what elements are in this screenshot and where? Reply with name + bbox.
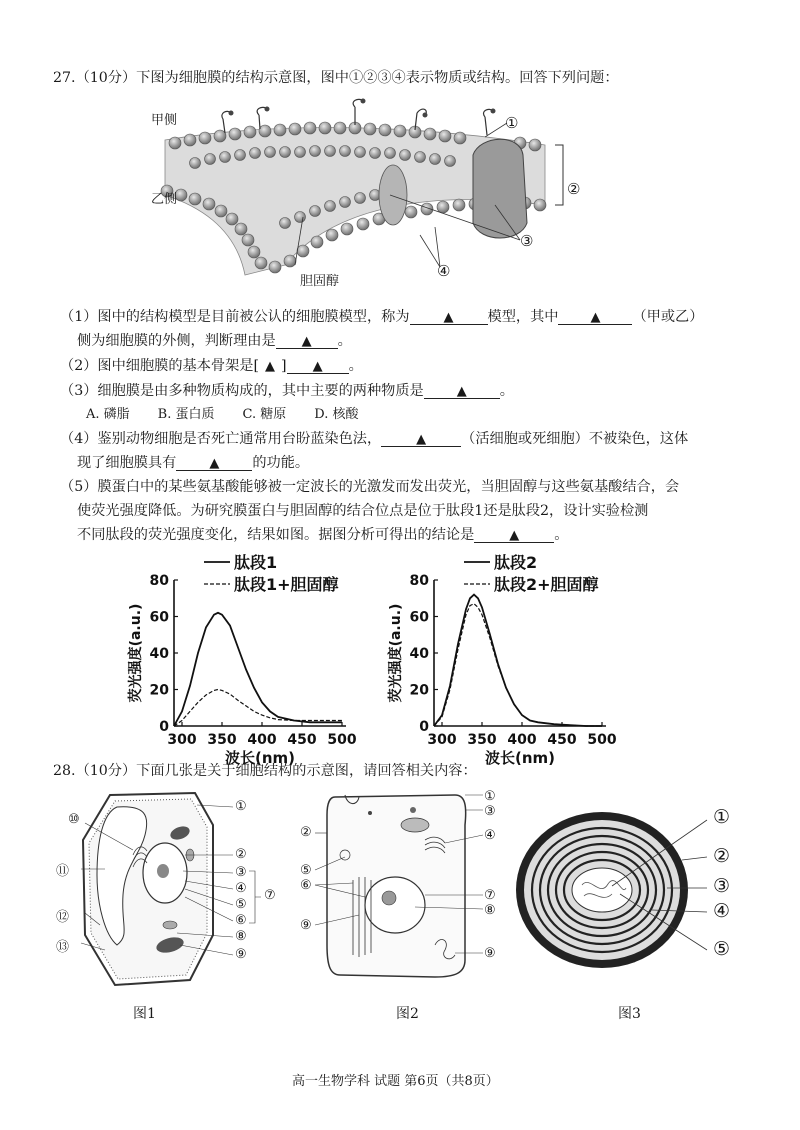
q27-5-line3: 不同肽段的荧光强度变化，结果如图。据图分析可得出的结论是 ▲ 。: [77, 527, 569, 543]
side-a-label: 甲侧: [151, 113, 178, 128]
fig1-label-9: ⑨: [235, 947, 247, 962]
legend-label-2: 肽段2+胆固醇: [494, 575, 599, 594]
q27-5-line2: 使荧光强度降低。为研究膜蛋白与胆固醇的结合位点是位于肽段1还是肽段2，设计实验检测: [77, 503, 649, 519]
y-tick-label: 40: [149, 646, 169, 662]
x-tick-label: 350: [467, 732, 497, 748]
q27-3: （3）细胞膜是由多种物质构成的，其中主要的两种物质是 ▲ 。: [60, 383, 514, 399]
q27-4-line2: 现了细胞膜具有 ▲ 的功能。: [77, 455, 310, 471]
q27-2: （2）图中细胞膜的基本骨架是[ ▲ ] ▲ 。: [60, 358, 363, 374]
y-axis-label: 荧光强度(a.u.): [388, 603, 404, 703]
fig2-label-2: ②: [300, 825, 312, 840]
x-tick-label: 500: [587, 732, 617, 748]
x-axis-label: 波长(nm): [484, 749, 556, 767]
option-c: C. 糖原: [242, 407, 287, 422]
transmembrane-protein: [473, 139, 527, 238]
mitochondrion: [401, 818, 429, 832]
nucleolus: [382, 891, 396, 905]
sugar-chains: [229, 99, 496, 118]
fig1-label-12: ⑫: [56, 910, 70, 925]
fig1-caption: 图1: [133, 1006, 156, 1022]
y-tick-label: 0: [419, 719, 429, 735]
y-tick-label: 60: [409, 609, 429, 626]
page-footer: 高一生物学科 试题 第6页（共8页）: [292, 1074, 499, 1089]
y-axis-label: 荧光强度(a.u.): [128, 603, 144, 703]
fig2-label-1: ①: [484, 789, 496, 804]
y-tick-label: 0: [159, 719, 169, 735]
membrane-label-1: ①: [505, 114, 519, 132]
fig2-label-3: ③: [484, 804, 496, 819]
fig3-organelle: [512, 800, 742, 980]
x-tick-label: 500: [327, 732, 357, 748]
fig1-label-7: ⑦: [264, 888, 276, 903]
legend-label-2: 肽段1+胆固醇: [234, 575, 339, 594]
fig3-label-2: ②: [713, 845, 731, 867]
fig1-label-6: ⑥: [235, 913, 247, 928]
x-tick-label: 450: [547, 732, 577, 748]
mitochondrion: [163, 921, 177, 929]
nucleolus: [157, 864, 169, 878]
fig2-label-4: ④: [484, 828, 496, 843]
y-tick-label: 20: [409, 682, 429, 699]
fig1-label-4: ④: [235, 881, 247, 896]
fig1-label-1: ①: [235, 799, 247, 814]
q27-stem: 27.（10分）下图为细胞膜的结构示意图，图中①②③④表示物质或结构。回答下列问题：: [53, 70, 619, 86]
membrane-label-2: ②: [567, 180, 581, 198]
fig2-label-9b: ⑨: [484, 946, 496, 961]
fig2-animal-cell: [315, 785, 505, 985]
membrane-label-3: ③: [520, 232, 534, 250]
q27-4-line1: （4）鉴别动物细胞是否死亡通常用台盼蓝染色法， ▲ （活细胞或死细胞）不被染色，这体: [60, 431, 689, 447]
q27-1-line1: （1）图中的结构模型是目前被公认的细胞膜模型，称为 ▲ 模型，其中 ▲ （甲或乙）: [60, 309, 704, 325]
ribosome: [368, 811, 372, 815]
fig2-label-5: ⑤: [300, 863, 312, 878]
fig1-label-2: ②: [235, 847, 247, 862]
fig2-label-7: ⑦: [484, 888, 496, 903]
fig1-label-11: ⑪: [56, 864, 70, 879]
nucleus: [365, 877, 425, 933]
legend-label-1: 肽段2: [494, 553, 538, 572]
y-tick-label: 80: [409, 573, 429, 589]
legend-label-1: 肽段1: [234, 553, 278, 572]
q27-1-line2: 侧为细胞膜的外侧，判断理由是 ▲ 。: [77, 333, 352, 349]
fig2-label-9: ⑨: [300, 918, 312, 933]
fig3-label-5: ⑤: [713, 938, 731, 960]
option-a: A. 磷脂: [86, 407, 130, 422]
option-d: D. 核酸: [314, 407, 359, 422]
fig3-label-4: ④: [713, 900, 731, 922]
protein-small: [379, 165, 407, 225]
option-b: B. 蛋白质: [157, 407, 215, 422]
x-tick-label: 400: [507, 732, 537, 748]
y-tick-label: 20: [149, 682, 169, 699]
x-tick-label: 400: [247, 732, 277, 748]
q28-stem: 28.（10分）下面几张是关于细胞结构的示意图，请回答相关内容：: [53, 763, 477, 779]
q27-5-line1: （5）膜蛋白中的某些氨基酸能够被一定波长的光激发而发出荧光，当胆固醇与这些氨基酸结合，会: [60, 479, 680, 495]
chart-peptide2: [378, 550, 628, 767]
membrane-label-4: ④: [437, 262, 451, 280]
series-line-1: [434, 595, 602, 726]
x-tick-label: 300: [427, 732, 457, 748]
lysosome: [410, 807, 416, 813]
fig3-label-1: ①: [713, 806, 731, 828]
y-tick-label: 80: [149, 573, 169, 589]
x-tick-label: 450: [287, 732, 317, 748]
series-line-1: [174, 613, 342, 726]
x-tick-label: 350: [207, 732, 237, 748]
x-axis-label: 波长(nm): [224, 749, 296, 767]
series-line-2: [434, 604, 602, 726]
fig1-label-13: ⑬: [56, 940, 70, 955]
fig2-label-6: ⑥: [300, 878, 312, 893]
cholesterol-label: 胆固醇: [300, 274, 340, 289]
fig1-label-3: ③: [235, 865, 247, 880]
q27-3-options: [86, 405, 386, 425]
fig1-label-8: ⑧: [235, 929, 247, 944]
membrane-figure: [135, 95, 605, 295]
fig1-label-10: ⑩: [68, 812, 80, 827]
fig2-caption: 图2: [396, 1006, 419, 1022]
stroma: [572, 868, 632, 912]
fig1-label-5: ⑤: [235, 897, 247, 912]
y-tick-label: 60: [149, 609, 169, 626]
fig3-caption: 图3: [618, 1006, 641, 1022]
y-tick-label: 40: [409, 646, 429, 662]
side-b-label: 乙侧: [151, 192, 178, 207]
chart-peptide1: [118, 550, 368, 767]
fig3-label-3: ③: [713, 875, 731, 897]
x-tick-label: 300: [167, 732, 197, 748]
fig2-label-8: ⑧: [484, 903, 496, 918]
